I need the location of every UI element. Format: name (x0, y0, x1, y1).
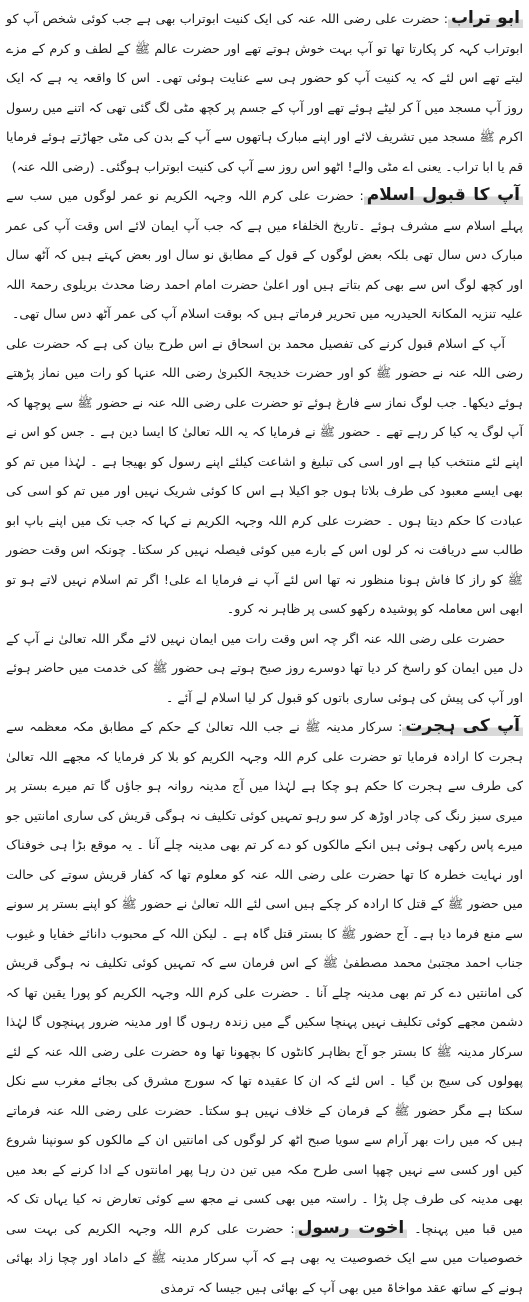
paragraph-next-morning (6, 624, 523, 713)
paragraph-text: : حضرت علی رضی اللہ عنہ کی ایک کنیت ابوتراب بھی ہے جب کوئی شخص آپ کو ابوتراب کہہ کر پکارتا تھا تو آپ بہت خوش ہوتے تھے اور حضرت عالم ﷺ کے لطف و کرم کے مزے لیتے تھے اس لئے کہ یہ کنیت آپ کو حضور ہی سے عنایت ہوئی تھی۔ اس کا واقعہ یہ ہے کہ ایک روز آپ مسجد میں آ کر لیٹے ہوئے تھے اور آپ کے جسم پر کچھ مٹی لگ گئی تھی کہ اتنے میں رسول اکرم ﷺ مسجد میں تشریف لائے اور اپنے مبارک ہاتھوں سے آپ کے بدن کی مٹی جھاڑتے ہوئے فرمایا قم یا ابا تراب۔ یعنی اے مٹی والے! اٹھو اس روز سے آپ کی کنیت ابوتراب ہوگئی۔ (رضی اللہ عنہ) (6, 11, 523, 174)
section-heading-hijrat: آپ کی ہجرت (402, 716, 523, 736)
paragraph-text: حضرت علی رضی اللہ عنہ اگر چہ اس وقت رات میں ایمان نہیں لائے مگر اللہ تعالیٰ نے آپ کے دل میں ایمان کو راسخ کر دیا تھا دوسرے روز صبح ہوتے ہی حضور ﷺ کی خدمت میں حاضر ہوئے اور آپ کی پیش کی ہوئی ساری باتوں کو قبول کر لیا اسلام لے آئے ۔ (6, 630, 523, 705)
paragraph-text: : حضرت علی کرم اللہ وجہہ الکریم کی بہت سی خصوصیات میں سے ایک خصوصیت یہ بھی ہے کہ آپ سرکار مدینہ ﷺ کے داماد اور چچا زاد بھائی ہونے کے ساتھ عقد مواخاۃ میں بھی آپ کے بھائی ہیں جیسا کہ ترمذی (6, 1220, 523, 1295)
paragraph-abu-turab (6, 4, 523, 181)
paragraph-islam-acceptance (6, 181, 523, 329)
section-heading-islam-acceptance: آپ کا قبول اسلام (364, 185, 523, 205)
paragraph-text: : حضرت علی کرم اللہ وجہہ الکریم نو عمر لوگوں میں سب سے پہلے اسلام سے مشرف ہوئے ۔تاریخ الخلفاء میں ہے کہ جب آپ ایمان لائے اس وقت آپ کی عمر مبارک دس سال تھی بلکہ بعض لوگوں کے قول کے مطابق نو سال اور بعض کہتے ہیں کہ آٹھ سال اور کچھ لوگ اس سے بھی کم بتاتے ہیں اور اعلیٰ حضرت امام احمد رضا محدث بریلوی رحمۃ اللہ علیہ تنزیہ المکانۃ الحیدریہ میں تحریر فرماتے ہیں کہ بوقت اسلام آپ کی عمر آٹھ دس سال تھی۔ (6, 188, 523, 321)
paragraph-hijrat (6, 712, 523, 1302)
paragraph-text: آپ کے اسلام قبول کرنے کی تفصیل محمد بن اسحاق نے اس طرح بیان کی ہے کہ حضرت علی رضی اللہ عنہ نے حضور ﷺ کو اور حضرت خدیجۃ الکبریٰ رضی اللہ عنہا کو رات میں نماز پڑھتے ہوئے دیکھا۔ جب لوگ نماز سے فارغ ہوئے تو حضرت علی رضی اللہ عنہ نے حضور ﷺ سے پوچھا کہ آپ لوگ یہ کیا کر رہے تھے ۔ حضور ﷺ نے فرمایا کہ یہ اللہ تعالیٰ کا ایسا دین ہے ۔ جس کو اس نے اپنے لئے منتخب کیا ہے اور اسی کی تبلیغ و اشاعت کیلئے اپنے رسول کو بھیجا ہے ۔ لہٰذا میں تم کو بھی ایسے معبود کی طرف بلاتا ہوں جو اکیلا ہے اس کا کوئی شریک نہیں اور میں تم کو اسی کی عبادت کا حکم دیتا ہوں ۔ حضرت علی کرم اللہ وجہہ الکریم نے کہا کہ جب تک میں اپنے باپ ابو طالب سے دریافت نہ کر لوں اس کے بارے میں کوئی فیصلہ نہیں کر سکتا۔ چونکہ اس وقت حضور ﷺ کو راز کا فاش ہونا منظور نہ تھا اس لئے آپ نے فرمایا اے علی! اگر تم اسلام نہیں لاتے ہو تو ابھی اس معاملہ کو پوشیدہ رکھو کسی پر ظاہر نہ کرو۔ (6, 335, 523, 616)
paragraph-text: : سرکار مدینہ ﷺ نے جب اللہ تعالیٰ کے حکم کے مطابق مکہ معظمہ سے ہجرت کا ارادہ فرمایا تو حضرت علی کرم اللہ وجہہ الکریم کو بلا کر فرمایا کہ مجھے اللہ تعالیٰ کی طرف سے ہجرت کا حکم ہو چکا ہے لہٰذا میں آج مدینہ روانہ ہو جاؤں گا تم میرے بستر پر میری سبز رنگ کی چادر اوڑھ کر سو رہو تمہیں کوئی تکلیف نہ ہوگی قریش کی ساری امانتیں جو میرے پاس رکھی ہوئی ہیں انکے مالکوں کو دے کر تم بھی مدینہ چلے آنا ۔ یہ موقع بڑا ہی خوفناک اور نہایت خطرہ کا تھا حضرت علی رضی اللہ عنہ کو معلوم تھا کہ کفار قریش سوتے کی حالت میں حضور ﷺ کے قتل کا ارادہ کر چکے ہیں اسی لئے اللہ تعالیٰ نے حضور ﷺ کو اپنے بستر پر سونے سے منع فرما دیا ہے۔ آج حضور ﷺ کا بستر قتل گاہ ہے ۔ لیکن اللہ کے محبوب دانائے خفایا و غیوب جناب احمد مجتبیٰ محمد مصطفیٰ ﷺ کے اس فرمان سے کہ تمہیں کوئی تکلیف نہ ہوگی قریش کی امانتیں دے کر تم بھی مدینہ چلے آنا ۔ حضرت علی کرم اللہ وجہہ الکریم کو پورا یقین تھا کہ دشمن مجھے کوئی تکلیف نہیں پہنچا سکیں گے میں زندہ رہوں گا اور مدینہ ضرور پہنچوں گا لہٰذا سرکار مدینہ ﷺ کا بستر جو آج بظاہر کانٹوں کا بچھونا تھا وہ حضرت علی رضی اللہ عنہ کے لئے پھولوں کی سیج بن گیا ۔ اس لئے کہ ان کا عقیدہ تھا کہ سورج مشرق کی بجائے مغرب سے نکل سکتا ہے مگر حضور ﷺ کے فرمان کے خلاف نہیں ہو سکتا۔ حضرت علی رضی اللہ عنہ فرماتے ہیں کہ میں رات بھر آرام سے سویا صبح اٹھ کر لوگوں کی امانتیں ان کے مالکوں کو سونپنا شروع کیں اور کسی سے نہیں چھپا اسی طرح مکہ میں تین دن رہا پھر امانتوں کے ادا کرنے کے بعد میں بھی مدینہ کی طرف چل پڑا ۔ راستہ میں بھی کسی نے مجھ سے کوئی تعارض نہ کیا یہاں تک کہ میں قبا میں پہنچا۔ (6, 719, 523, 1236)
paragraph-islam-detail (6, 329, 523, 624)
section-heading-abu-turab: ابو تراب (448, 8, 523, 28)
section-heading-akhuwwat: اخوت رسول (295, 1218, 408, 1238)
